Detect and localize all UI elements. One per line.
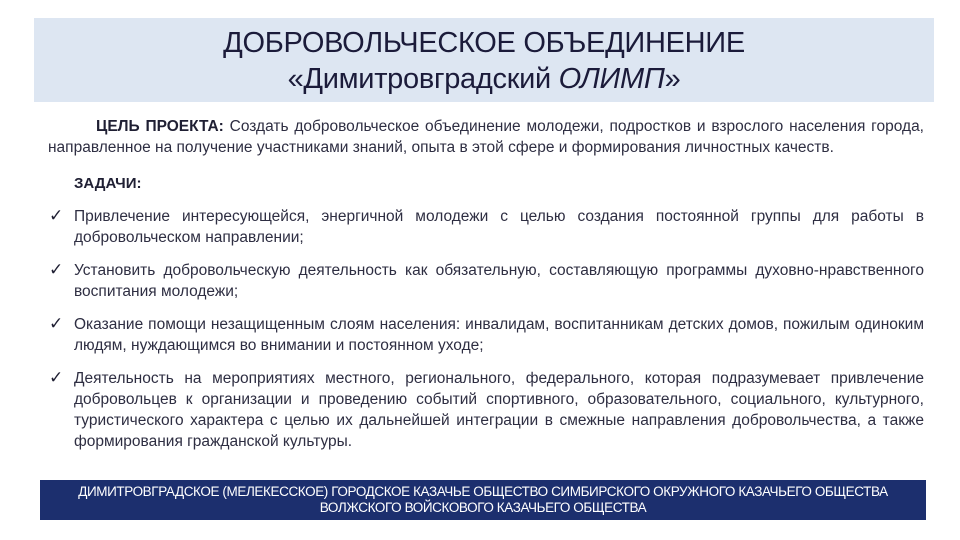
- checkmark-icon: ✓: [49, 314, 64, 333]
- task-text: Оказание помощи незащищенным слоям населения: инвалидам, воспитанникам детских домов, пожилым одиноким людям, нуждающимся во внимании и постоянном уходе;: [74, 316, 924, 354]
- subtitle-open: «Димитровградский: [287, 63, 559, 95]
- goal-label: ЦЕЛЬ ПРОЕКТА:: [96, 118, 224, 135]
- subtitle-close: »: [664, 63, 681, 95]
- subtitle-italic: ОЛИМП: [558, 63, 665, 95]
- content-body: [48, 116, 924, 452]
- task-text: Деятельность на мероприятиях местного, регионального, федерального, которая подразумевает привлечение добровольцев к организации и проведению событий спортивного, образовательного, социального, культурного, туристического характера с целью их дальнейшей интеграции в смежные направления добровольчества, а также формирования гражданской культуры.: [74, 370, 924, 450]
- task-item: [48, 314, 924, 356]
- checkmark-icon: ✓: [49, 206, 64, 225]
- tasks-heading: ЗАДАЧИ:: [74, 175, 142, 192]
- page-title: ДОБРОВОЛЬЧЕСКОЕ ОБЪЕДИНЕНИЕ: [223, 27, 745, 59]
- page-subtitle: [34, 61, 934, 97]
- project-goal: [48, 116, 924, 158]
- footer-banner: ДИМИТРОВГРАДСКОЕ (МЕЛЕКЕССКОЕ) ГОРОДСКОЕ КАЗАЧЬЕ ОБЩЕСТВО СИМБИРСКОГО ОКРУЖНОГО КАЗАЧЬЕГО ОБЩЕСТВА ВОЛЖСКОГО ВОЙСКОВОГО КАЗАЧЬЕГО ОБЩЕСТВА: [40, 480, 926, 520]
- goal-text: Создать добровольческое объединение молодежи, подростков и взрослого населения города, направленное на получение участниками знаний, опыта в этой сфере и формирования личностных качеств.: [48, 118, 924, 156]
- task-item: [48, 260, 924, 302]
- checkmark-icon: ✓: [49, 368, 64, 387]
- task-text: Установить добровольческую деятельность как обязательную, составляющую программы духовно-нравственного воспитания молодежи;: [74, 262, 924, 300]
- task-item: [48, 368, 924, 452]
- task-text: Привлечение интересующейся, энергичной молодежи с целью создания постоянной группы для работы в добровольческом направлении;: [74, 208, 924, 246]
- checkmark-icon: ✓: [49, 260, 64, 279]
- task-item: [48, 206, 924, 248]
